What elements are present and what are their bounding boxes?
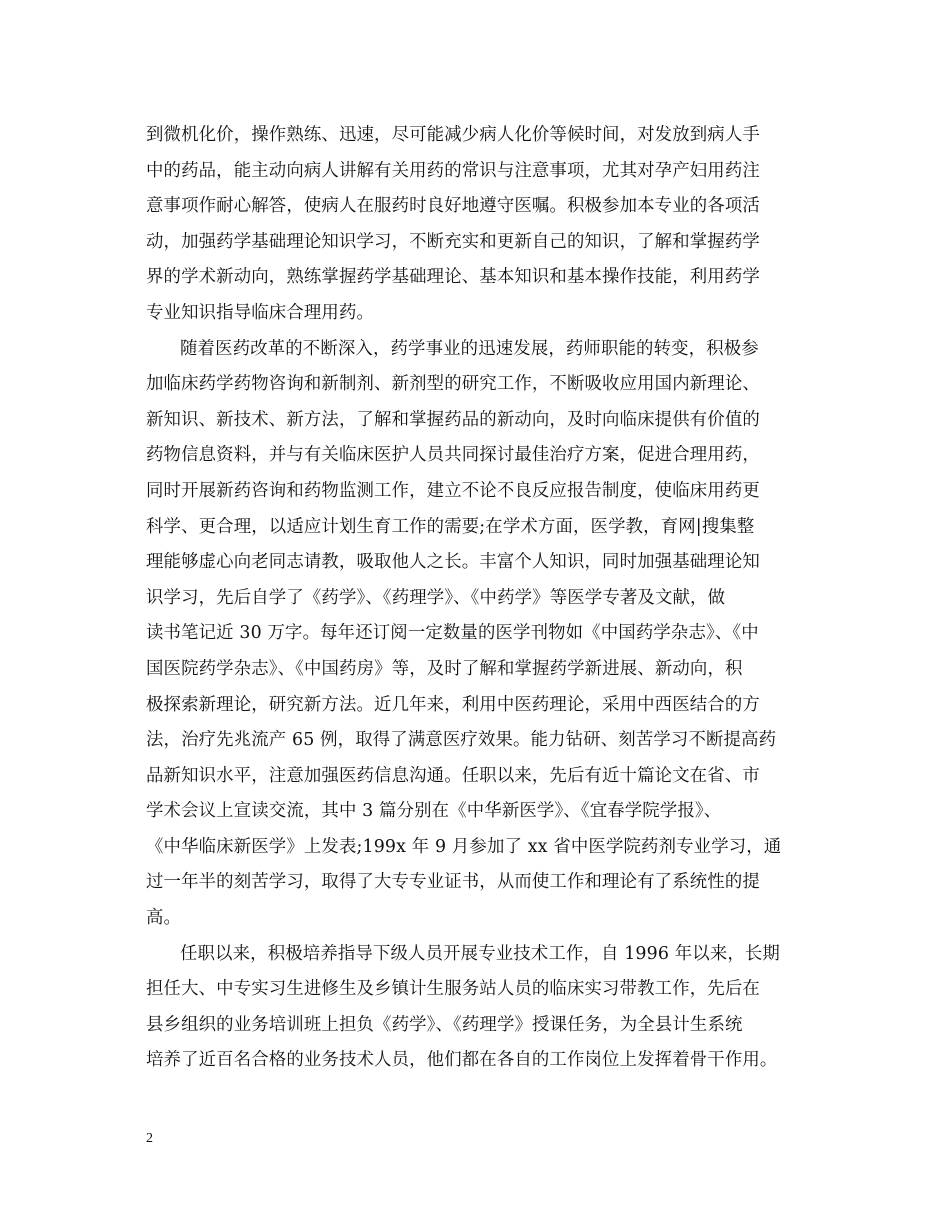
text-line: 品新知识水平，注意加强医药信息沟通。任职以来，先后有近十篇论文在省、市 <box>146 765 760 786</box>
text-line: 任职以来，积极培养指导下级人员开展专业技术工作，自 1996 年以来，长期 <box>180 943 780 964</box>
paragraph <box>146 332 811 937</box>
text-line: 高。 <box>146 908 182 929</box>
page-number: 2 <box>146 1131 153 1146</box>
text-line: 识学习，先后自学了《药学》、《药理学》、《中药学》等医学专著及文献，做 <box>146 587 726 608</box>
text-line: 中的药品，能主动向病人讲解有关用药的常识与注意事项，尤其对孕产妇用药注 <box>146 160 760 181</box>
text-line: 担任大、中专实习生进修生及乡镇计生服务站人员的临床实习带教工作，先后在 <box>146 979 760 1000</box>
paragraph <box>146 118 811 332</box>
text-line: 药物信息资料，并与有关临床医护人员共同探讨最佳治疗方案，促进合理用药， <box>146 445 760 466</box>
text-line: 过一年半的刻苦学习，取得了大专专业证书，从而使工作和理论有了系统性的提 <box>146 872 760 893</box>
text-line: 新知识、新技术、新方法，了解和掌握药品的新动向，及时向临床提供有价值的 <box>146 409 760 430</box>
text-line: 加临床药学药物咨询和新制剂、新剂型的研究工作，不断吸收应用国内新理论、 <box>146 374 760 395</box>
text-line: 随着医药改革的不断深入，药学事业的迅速发展，药师职能的转变，积极参 <box>180 338 759 359</box>
text-line: 专业知识指导临床合理用药。 <box>146 302 375 323</box>
paragraph <box>146 937 811 1079</box>
text-line: 科学、更合理，以适应计划生育工作的需要;在学术方面，医学教，育网|搜集整 <box>146 516 755 537</box>
text-line: 同时开展新药咨询和药物监测工作，建立不论不良反应报告制度，使临床用药更 <box>146 480 760 501</box>
text-line: 国医院药学杂志》、《中国药房》等，及时了解和掌握药学新进展、新动向，积 <box>146 658 743 679</box>
text-line: 法，治疗先兆流产 65 例，取得了满意医疗效果。能力钻研、刻苦学习不断提高药 <box>146 730 777 751</box>
text-line: 《中华临床新医学》上发表;199x 年 9 月参加了 xx 省中医学院药剂专业学习，通 <box>146 836 782 857</box>
text-line: 意事项作耐心解答，使病人在服药时良好地遵守医嘱。积极参加本专业的各项活 <box>146 196 760 217</box>
text-line: 界的学术新动向，熟练掌握药学基础理论、基本知识和基本操作技能，利用药学 <box>146 267 760 288</box>
text-line: 到微机化价，操作熟练、迅速，尽可能减少病人化价等候时间，对发放到病人手 <box>146 125 760 145</box>
text-line: 理能够虚心向老同志请教，吸取他人之长。丰富个人知识，同时加强基础理论知 <box>146 552 760 573</box>
text-line: 学术会议上宣读交流，其中 3 篇分别在《中华新医学》、《宜春学院学报》、 <box>146 801 722 822</box>
text-line: 极探索新理论，研究新方法。近几年来，利用中医药理论，采用中西医结合的方 <box>146 694 760 715</box>
text-line: 读书笔记近 30 万字。每年还订阅一定数量的医学刊物如《中国药学杂志》、《中 <box>146 623 759 644</box>
text-line: 培养了近百名合格的业务技术人员，他们都在各自的工作岗位上发挥着骨干作用。 <box>146 1050 778 1071</box>
text-line: 动，加强药学基础理论知识学习，不断充实和更新自己的知识，了解和掌握药学 <box>146 231 760 252</box>
document-body <box>146 118 811 1079</box>
text-line: 县乡组织的业务培训班上担负《药学》、《药理学》授课任务，为全县计生系统 <box>146 1014 743 1035</box>
